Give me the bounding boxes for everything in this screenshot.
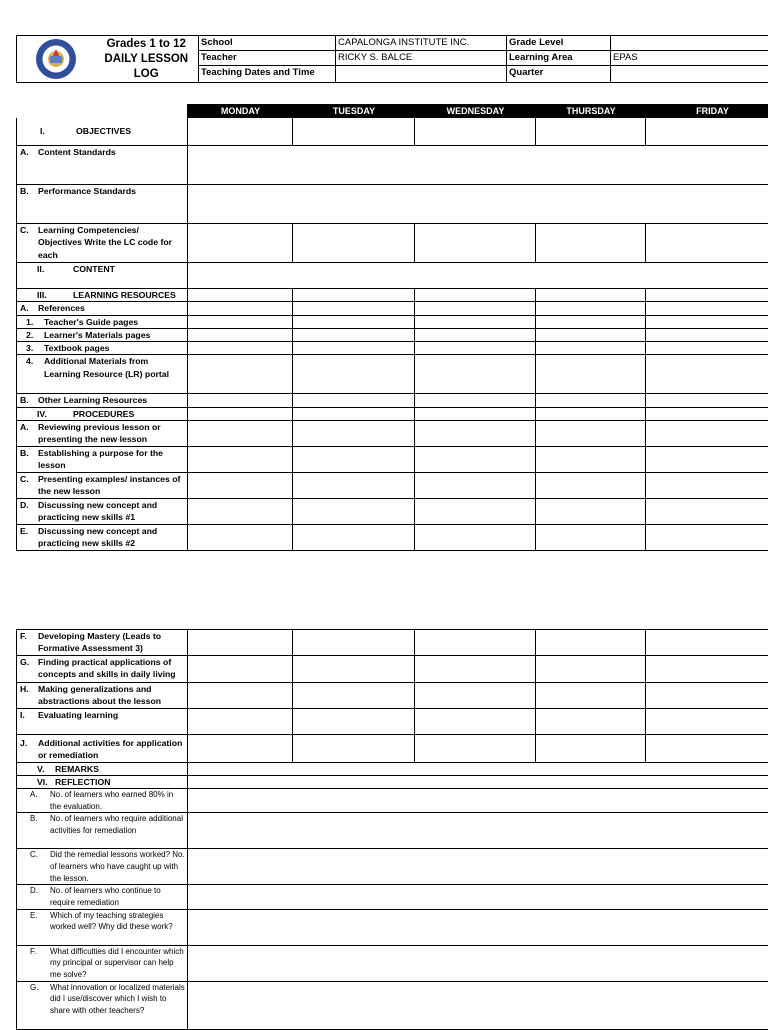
reflection-d-label: D. No. of learners who continue to require remediation	[17, 885, 188, 909]
proc-e-row	[17, 525, 768, 551]
cell[interactable]	[415, 630, 536, 656]
reflection-a-row	[17, 789, 768, 813]
content-standards-label: A. Content Standards	[17, 146, 188, 185]
content-label: II. CONTENT	[17, 263, 188, 289]
cell[interactable]	[188, 118, 293, 146]
deped-seal-logo	[35, 38, 77, 80]
cell[interactable]	[293, 499, 415, 525]
cell[interactable]	[415, 224, 536, 263]
proc-d-row	[17, 499, 768, 525]
cell[interactable]	[536, 683, 646, 709]
cell[interactable]	[188, 656, 293, 683]
cell[interactable]	[293, 683, 415, 709]
cell[interactable]	[415, 421, 536, 447]
cell[interactable]	[646, 355, 768, 394]
cell[interactable]	[188, 328, 293, 341]
cell[interactable]	[415, 525, 536, 551]
cell[interactable]	[415, 328, 536, 341]
cell[interactable]	[293, 355, 415, 394]
cell[interactable]	[646, 630, 768, 656]
cell[interactable]	[415, 407, 536, 420]
cell[interactable]	[646, 328, 768, 341]
cell[interactable]	[293, 302, 415, 315]
proc-a-row	[17, 421, 768, 447]
cell[interactable]	[536, 407, 646, 420]
cell[interactable]	[415, 315, 536, 328]
other-resources-row	[17, 394, 768, 407]
references-label: A. References	[17, 302, 188, 315]
cell[interactable]	[646, 683, 768, 709]
cell[interactable]	[536, 394, 646, 407]
proc-a-label: A. Reviewing previous lesson or presenting the new lesson	[17, 421, 188, 447]
cell[interactable]	[536, 709, 646, 735]
additional-materials-row	[17, 355, 768, 394]
proc-i-row	[17, 709, 768, 735]
cell[interactable]	[646, 709, 768, 735]
cell[interactable]	[293, 342, 415, 355]
reflection-e-label: E. Which of my teaching strategies worked well? Why did these work?	[17, 909, 188, 945]
cell[interactable]	[415, 447, 536, 473]
quarter-value[interactable]	[611, 66, 768, 83]
cell[interactable]	[536, 302, 646, 315]
cell[interactable]	[293, 656, 415, 683]
reflection-a-cell[interactable]	[188, 789, 768, 813]
learning-resources-label: III. LEARNING RESOURCES	[17, 289, 188, 302]
cell[interactable]	[536, 447, 646, 473]
header-table	[16, 35, 768, 83]
cell[interactable]	[646, 118, 768, 146]
proc-d-label: D. Discussing new concept and practicing new skills #1	[17, 499, 188, 525]
proc-j-row	[17, 735, 768, 763]
proc-f-row	[17, 630, 768, 656]
cell[interactable]	[415, 394, 536, 407]
teacher-value[interactable]: RICKY S. BALCE	[336, 51, 507, 66]
remarks-cell[interactable]	[188, 762, 768, 775]
cell[interactable]	[536, 421, 646, 447]
remarks-row	[17, 762, 768, 775]
lesson-plan-grid-1	[16, 104, 768, 551]
cell[interactable]	[536, 118, 646, 146]
cell[interactable]	[536, 525, 646, 551]
cell[interactable]	[415, 302, 536, 315]
proc-h-label: H. Making generalizations and abstractions about the lesson	[17, 683, 188, 709]
learning-area-label: Learning Area	[507, 51, 611, 66]
cell[interactable]	[293, 407, 415, 420]
day-tuesday: TUESDAY	[293, 105, 415, 118]
reflection-d-row	[17, 885, 768, 909]
cell[interactable]	[293, 224, 415, 263]
reflection-label: VI. REFLECTION	[17, 775, 188, 788]
reflection-f-label: F. What difficulties did I encounter which my principal or supervisor can help me solve?	[17, 945, 188, 981]
cell[interactable]	[415, 735, 536, 763]
cell[interactable]	[415, 118, 536, 146]
cell[interactable]	[646, 302, 768, 315]
proc-c-row	[17, 473, 768, 499]
cell[interactable]	[536, 289, 646, 302]
dll-title	[95, 36, 199, 83]
reflection-f-cell[interactable]	[188, 945, 768, 981]
cell[interactable]	[188, 315, 293, 328]
teachers-guide-row	[17, 315, 768, 328]
proc-g-row	[17, 656, 768, 683]
other-resources-label: B. Other Learning Resources	[17, 394, 188, 407]
textbook-pages-row	[17, 342, 768, 355]
title-line-2: DAILY LESSON	[95, 52, 199, 67]
cell[interactable]	[415, 656, 536, 683]
reflection-d-cell[interactable]	[188, 885, 768, 909]
textbook-pages-label: 3. Textbook pages	[17, 342, 188, 355]
cell[interactable]	[536, 473, 646, 499]
cell[interactable]	[646, 525, 768, 551]
cell[interactable]	[188, 355, 293, 394]
content-cell[interactable]	[188, 263, 768, 289]
day-header-row	[17, 105, 768, 118]
cell[interactable]	[188, 421, 293, 447]
reflection-b-cell[interactable]	[188, 813, 768, 849]
reflection-g-row	[17, 981, 768, 1029]
cell[interactable]	[293, 709, 415, 735]
cell[interactable]	[646, 656, 768, 683]
cell[interactable]	[188, 709, 293, 735]
reflection-g-cell[interactable]	[188, 981, 768, 1029]
cell[interactable]	[536, 328, 646, 341]
title-line-1: Grades 1 to 12	[95, 37, 199, 52]
cell[interactable]	[646, 224, 768, 263]
content-standards-row	[17, 146, 768, 185]
proc-b-label: B. Establishing a purpose for the lesson	[17, 447, 188, 473]
cell[interactable]	[536, 315, 646, 328]
proc-b-row	[17, 447, 768, 473]
remarks-label: V. REMARKS	[17, 762, 188, 775]
learning-area-value[interactable]: EPAS	[611, 51, 768, 66]
reflection-g-label: G. What innovation or localized materials did I use/discover which I wish to share with other teachers?	[17, 981, 188, 1029]
references-row	[17, 302, 768, 315]
grade-level-label: Grade Level	[507, 36, 611, 51]
cell[interactable]	[646, 394, 768, 407]
cell[interactable]	[188, 302, 293, 315]
content-standards-cell[interactable]	[188, 146, 768, 185]
cell[interactable]	[415, 289, 536, 302]
cell[interactable]	[536, 355, 646, 394]
cell[interactable]	[646, 735, 768, 763]
day-thursday: THURSDAY	[536, 105, 646, 118]
cell[interactable]	[188, 630, 293, 656]
objectives-row	[17, 118, 768, 146]
cell[interactable]	[188, 394, 293, 407]
proc-h-row	[17, 683, 768, 709]
proc-j-label: J. Additional activities for application or remediation	[17, 735, 188, 763]
reflection-a-label: A. No. of learners who earned 80% in the evaluation.	[17, 789, 188, 813]
title-line-3: LOG	[95, 67, 199, 82]
reflection-c-cell[interactable]	[188, 849, 768, 885]
procedures-row	[17, 407, 768, 420]
lesson-plan-grid-2	[16, 629, 768, 1030]
cell[interactable]	[536, 630, 646, 656]
day-monday: MONDAY	[188, 105, 293, 118]
cell[interactable]	[536, 656, 646, 683]
grade-level-value[interactable]	[611, 36, 768, 51]
reflection-b-label: B. No. of learners who require additional activities for remediation	[17, 813, 188, 849]
proc-e-label: E. Discussing new concept and practicing new skills #2	[17, 525, 188, 551]
cell[interactable]	[646, 289, 768, 302]
objectives-label: I. OBJECTIVES	[17, 118, 188, 146]
reflection-c-label: C. Did the remedial lessons worked? No. of learners who have caught up with the lesson.	[17, 849, 188, 885]
cell[interactable]	[188, 525, 293, 551]
learners-materials-label: 2. Learner's Materials pages	[17, 328, 188, 341]
performance-standards-row	[17, 185, 768, 224]
cell[interactable]	[188, 224, 293, 263]
teaching-dates-value[interactable]	[336, 66, 507, 83]
additional-materials-label: 4. Additional Materials from Learning Resource (LR) portal	[17, 355, 188, 394]
performance-standards-cell[interactable]	[188, 185, 768, 224]
cell[interactable]	[646, 421, 768, 447]
reflection-cell[interactable]	[188, 775, 768, 788]
cell[interactable]	[293, 289, 415, 302]
learners-materials-row	[17, 328, 768, 341]
proc-g-label: G. Finding practical applications of concepts and skills in daily living	[17, 656, 188, 683]
reflection-e-cell[interactable]	[188, 909, 768, 945]
competencies-row	[17, 224, 768, 263]
cell[interactable]	[646, 473, 768, 499]
cell[interactable]	[646, 315, 768, 328]
deped-seal-cell	[17, 36, 95, 83]
quarter-label: Quarter	[507, 66, 611, 83]
cell[interactable]	[293, 630, 415, 656]
cell[interactable]	[188, 735, 293, 763]
competencies-label: C. Learning Competencies/ Objectives Write the LC code for each	[17, 224, 188, 263]
cell[interactable]	[646, 499, 768, 525]
cell[interactable]	[188, 289, 293, 302]
cell[interactable]	[536, 499, 646, 525]
cell[interactable]	[646, 447, 768, 473]
cell[interactable]	[293, 328, 415, 341]
reflection-c-row	[17, 849, 768, 885]
day-friday: FRIDAY	[646, 105, 768, 118]
cell[interactable]	[536, 342, 646, 355]
cell[interactable]	[415, 473, 536, 499]
cell[interactable]	[293, 118, 415, 146]
learning-resources-row	[17, 289, 768, 302]
teacher-label: Teacher	[199, 51, 336, 66]
cell[interactable]	[646, 342, 768, 355]
cell[interactable]	[293, 447, 415, 473]
cell[interactable]	[293, 525, 415, 551]
teachers-guide-label: 1. Teacher's Guide pages	[17, 315, 188, 328]
cell[interactable]	[536, 735, 646, 763]
cell[interactable]	[293, 473, 415, 499]
cell[interactable]	[415, 499, 536, 525]
cell[interactable]	[188, 473, 293, 499]
reflection-row	[17, 775, 768, 788]
cell[interactable]	[415, 355, 536, 394]
cell[interactable]	[293, 735, 415, 763]
cell[interactable]	[536, 224, 646, 263]
teaching-dates-label: Teaching Dates and Time	[199, 66, 336, 83]
reflection-e-row	[17, 909, 768, 945]
cell[interactable]	[415, 683, 536, 709]
cell[interactable]	[415, 709, 536, 735]
proc-i-label: I. Evaluating learning	[17, 709, 188, 735]
day-wednesday: WEDNESDAY	[415, 105, 536, 118]
cell[interactable]	[188, 407, 293, 420]
reflection-f-row	[17, 945, 768, 981]
cell[interactable]	[188, 342, 293, 355]
reflection-b-row	[17, 813, 768, 849]
cell[interactable]	[415, 342, 536, 355]
cell[interactable]	[188, 499, 293, 525]
school-label: School	[199, 36, 336, 51]
cell[interactable]	[188, 447, 293, 473]
content-row	[17, 263, 768, 289]
school-value[interactable]: CAPALONGA INSTITUTE INC.	[336, 36, 507, 51]
procedures-label: IV. PROCEDURES	[17, 407, 188, 420]
proc-f-label: F. Developing Mastery (Leads to Formative Assessment 3)	[17, 630, 188, 656]
cell[interactable]	[188, 683, 293, 709]
cell[interactable]	[293, 394, 415, 407]
cell[interactable]	[293, 421, 415, 447]
performance-standards-label: B. Performance Standards	[17, 185, 188, 224]
cell[interactable]	[646, 407, 768, 420]
proc-c-label: C. Presenting examples/ instances of the new lesson	[17, 473, 188, 499]
cell[interactable]	[293, 315, 415, 328]
